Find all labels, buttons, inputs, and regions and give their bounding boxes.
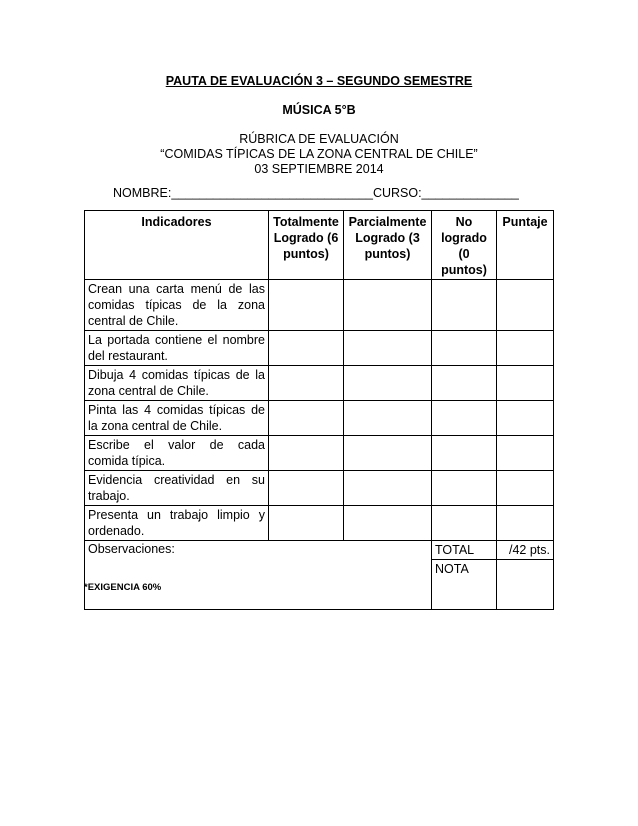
table-row (85, 506, 554, 541)
score-cell-totalmente[interactable] (269, 506, 344, 541)
score-cell-puntaje[interactable] (497, 401, 554, 436)
total-row (85, 541, 554, 560)
score-cell-puntaje[interactable] (497, 436, 554, 471)
indicator-cell: Dibuja 4 comidas típicas de la zona central de Chile. (85, 366, 269, 401)
indicator-cell: Evidencia creatividad en su trabajo. (85, 471, 269, 506)
table-row (85, 331, 554, 366)
score-cell-puntaje[interactable] (497, 331, 554, 366)
score-cell-totalmente[interactable] (269, 471, 344, 506)
score-cell-puntaje[interactable] (497, 506, 554, 541)
total-label: TOTAL (432, 541, 497, 560)
header-no-logrado: No logrado (0 puntos) (432, 211, 497, 280)
score-cell-parcialmente[interactable] (344, 401, 432, 436)
name-course-line: NOMBRE:_____________________________CURSO:______________ (113, 186, 519, 200)
table-row (85, 366, 554, 401)
score-cell-no-logrado[interactable] (432, 436, 497, 471)
exigencia-footnote: *EXIGENCIA 60% (84, 582, 162, 593)
score-cell-totalmente[interactable] (269, 366, 344, 401)
indicator-cell: Presenta un trabajo limpio y ordenado. (85, 506, 269, 541)
indicator-cell: La portada contiene el nombre del restaurant. (85, 331, 269, 366)
page-title: PAUTA DE EVALUACIÓN 3 – SEGUNDO SEMESTRE (165, 74, 473, 88)
table-row (85, 280, 554, 331)
score-cell-no-logrado[interactable] (432, 506, 497, 541)
score-cell-puntaje[interactable] (497, 366, 554, 401)
indicator-cell: Crean una carta menú de las comidas típicas de la zona central de Chile. (85, 280, 269, 331)
subject-line: MÚSICA 5°B (282, 103, 356, 117)
rubric-heading: RÚBRICA DE EVALUACIÓN (239, 132, 399, 146)
table-row (85, 471, 554, 506)
score-cell-parcialmente[interactable] (344, 331, 432, 366)
table-row (85, 436, 554, 471)
nota-value-cell[interactable] (497, 560, 554, 610)
date-line: 03 SEPTIEMBRE 2014 (254, 162, 384, 176)
header-parcialmente-logrado: Parcialmente Logrado (3 puntos) (344, 211, 432, 280)
score-cell-parcialmente[interactable] (344, 471, 432, 506)
score-cell-parcialmente[interactable] (344, 280, 432, 331)
nota-label: NOTA (432, 560, 497, 610)
score-cell-parcialmente[interactable] (344, 506, 432, 541)
score-cell-parcialmente[interactable] (344, 366, 432, 401)
score-cell-no-logrado[interactable] (432, 280, 497, 331)
topic-heading: “COMIDAS TÍPICAS DE LA ZONA CENTRAL DE CHILE” (160, 147, 478, 161)
header-totalmente-logrado: Totalmente Logrado (6 puntos) (269, 211, 344, 280)
score-cell-totalmente[interactable] (269, 331, 344, 366)
table-header-row (85, 211, 554, 280)
indicator-cell: Escribe el valor de cada comida típica. (85, 436, 269, 471)
score-cell-puntaje[interactable] (497, 471, 554, 506)
table-row (85, 401, 554, 436)
score-cell-no-logrado[interactable] (432, 401, 497, 436)
score-cell-no-logrado[interactable] (432, 331, 497, 366)
score-cell-parcialmente[interactable] (344, 436, 432, 471)
header-puntaje: Puntaje (497, 211, 554, 280)
total-value: /42 pts. (497, 541, 554, 560)
score-cell-no-logrado[interactable] (432, 471, 497, 506)
score-cell-totalmente[interactable] (269, 280, 344, 331)
score-cell-totalmente[interactable] (269, 436, 344, 471)
score-cell-totalmente[interactable] (269, 401, 344, 436)
header-indicadores: Indicadores (85, 211, 269, 280)
rubric-table (84, 210, 554, 610)
observaciones-cell[interactable]: Observaciones: (85, 541, 432, 610)
score-cell-puntaje[interactable] (497, 280, 554, 331)
indicator-cell: Pinta las 4 comidas típicas de la zona central de Chile. (85, 401, 269, 436)
score-cell-no-logrado[interactable] (432, 366, 497, 401)
